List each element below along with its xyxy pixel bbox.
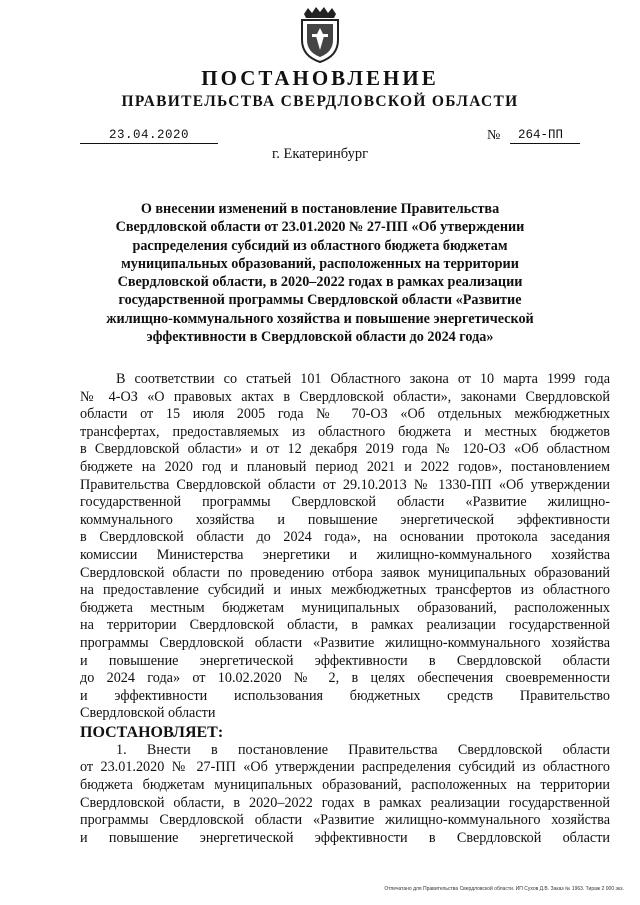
body-line: № 4-ОЗ «О правовых актах в Свердловской области», законами Свердловской [80,388,610,405]
body-line: в Свердловской области до 2024 года», на основании протокола заседания [80,529,610,546]
body-line: на территории Свердловской области, в рамках реализации государственной [80,617,610,634]
body-line: коммунального хозяйства и повышение энергетической эффективности [80,511,610,528]
city: г. Екатеринбург [271,146,369,162]
body-line: Правительства Свердловской области от 29.10.2013 № 1330-ПП «Об утверждении [80,476,610,493]
body-line: В соответствии со статьей 101 Областного закона от 10 марта 1999 года [116,371,610,387]
body-line: и повышение энергетической эффективности в Свердловской области [80,652,610,669]
heading-line: О внесении изменений в постановление Правительства [140,201,500,217]
item-line: бюджета бюджетам муниципальных образований, расположенных на территории [80,777,610,794]
heading-line: государственной программы Свердловской области «Развитие [118,292,522,309]
print-footer: Отпечатано для Правительства Свердловской области. ИП Сухов Д.В. Заказ № 1963. Тираж 2 000 экз. [384,886,624,892]
document-heading [100,200,540,346]
document-body [80,371,610,847]
body-line: до 2024 года» от 10.02.2020 № 2, в целях обеспечения своевременности [80,670,610,687]
item-line: и повышение энергетической эффективности в Свердловской области [80,829,610,846]
body-line: комиссии Министерства энергетики и жилищно-коммунального хозяйства [80,546,610,563]
body-line: области от 15 июля 2005 года № 70-ОЗ «Об отдельных межбюджетных [80,406,610,423]
heading-line: эффективности в Свердловской области до 2024 года» [146,329,494,346]
heading-line: распределения субсидий из областного бюджета бюджетам [132,237,508,254]
body-line: бюджете на 2020 год и плановый период 2021 и 2022 годов», постановлением [80,458,610,475]
heading-line: Свердловской области от 23.01.2020 № 27-ПП «Об утверждении [115,219,525,236]
body-line: в Свердловской области» и от 12 декабря 2019 года № 120-ОЗ «Об областном [80,441,610,458]
item-line: от 23.01.2020 № 27-ПП «Об утверждении распределения субсидий из областного [80,759,610,776]
document-title: ПОСТАНОВЛЕНИЕ [201,66,439,90]
body-line: государственной программы Свердловской области «Развитие жилищно- [80,494,610,511]
body-line: бюджета местным бюджетам муниципальных образований, расположенных [80,599,610,616]
decree-keyword: ПОСТАНОВЛЯЕТ: [80,723,224,741]
item-line: Свердловской области, в 2020–2022 годах в рамках реализации государственной [80,794,610,811]
body-line: и эффективности использования бюджетных средств Правительство [80,687,610,704]
body-line: программы Свердловской области «Развитие жилищно-коммунального хозяйства [80,634,610,651]
body-line: трансфертах, предоставляемых из областного бюджета и местных бюджетов [80,423,610,440]
item-line: программы Свердловской области «Развитие жилищно-коммунального хозяйства [80,812,610,829]
number-label: № [487,128,501,143]
heading-line: Свердловской области, в 2020–2022 годах в рамках реализации [117,274,523,291]
document-number-value: 264-ПП [518,128,564,142]
item-line: 1. Внести в постановление Правительства Свердловской области [116,741,610,758]
body-line: Свердловской области [80,705,216,722]
document-date: 23.04.2020 [80,128,218,144]
body-line: на предоставление субсидий и иных межбюджетных трансфертов из областного [80,582,610,599]
coat-of-arms-icon [298,6,342,64]
heading-line: жилищно-коммунального хозяйства и повышение энергетической [106,310,534,327]
heading-line: муниципальных образований, расположенных на территории [121,255,519,272]
body-line: Свердловской области по проведению отбора заявок муниципальных образований [80,564,610,581]
document-subtitle: ПРАВИТЕЛЬСТВА СВЕРДЛОВСКОЙ ОБЛАСТИ [121,93,519,110]
document-number [510,128,580,144]
